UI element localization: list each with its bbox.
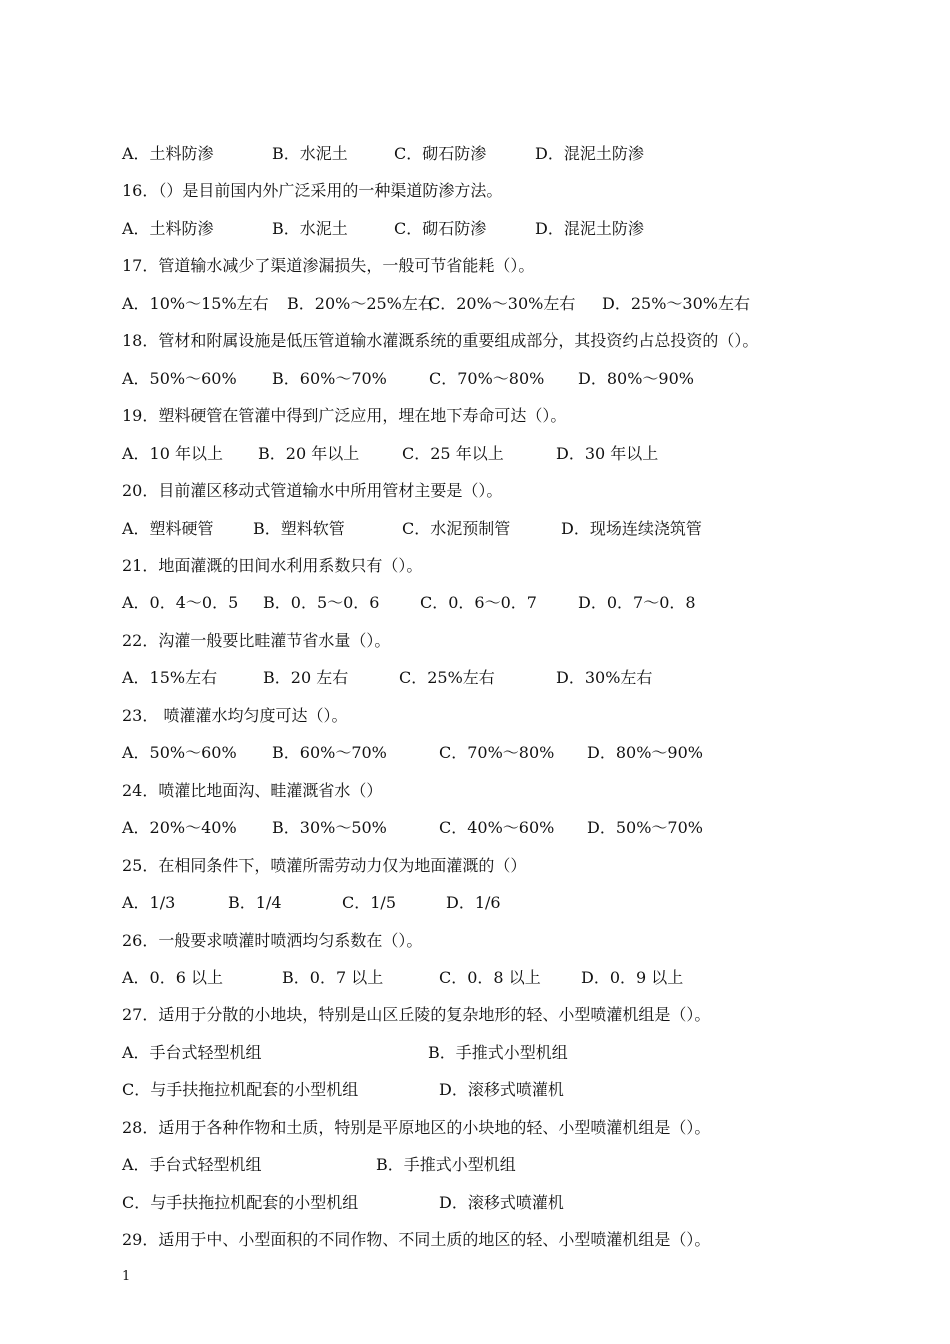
option-text: B．水泥土: [272, 144, 348, 163]
question-line: [122, 927, 922, 955]
option-text: D．80%～90%: [578, 368, 694, 388]
question-line: [122, 1226, 922, 1254]
options-line: [122, 739, 922, 767]
question-text: 19．塑料硬管在管灌中得到广泛应用，埋在地下寿命可达（）。: [122, 406, 567, 426]
option-text: D．30 年以上: [556, 443, 659, 463]
option-text: A．手台式轻型机组: [122, 1042, 262, 1062]
options-line: [122, 589, 922, 617]
question-text: 18．管材和附属设施是低压管道输水灌溉系统的重要组成部分，其投资约占总投资的（）。: [122, 331, 759, 351]
question-line: [122, 777, 922, 805]
options-line: [122, 1151, 922, 1179]
option-text: D．滚移式喷灌机: [439, 1080, 564, 1100]
option-text: B．手推式小型机组: [428, 1042, 568, 1062]
page-number: 1: [122, 1269, 131, 1284]
options-line: [122, 290, 922, 318]
options-line: [122, 440, 922, 468]
option-text: B．1/4: [228, 893, 282, 912]
option-text: B．0．7 以上: [282, 967, 384, 987]
option-text: A．0．6 以上: [122, 967, 224, 987]
option-text: C．40%～60%: [439, 818, 555, 838]
option-text: A．1/3: [122, 893, 176, 912]
option-text: A．手台式轻型机组: [122, 1155, 262, 1175]
question-text: 21．地面灌溉的田间水利用系数只有（）。: [122, 556, 423, 575]
option-text: C．20%～30%左右: [428, 293, 576, 313]
option-text: D．滚移式喷灌机: [439, 1192, 564, 1212]
question-line: [122, 402, 922, 430]
option-text: B．塑料软管: [253, 518, 345, 538]
option-text: D．50%～70%: [587, 818, 703, 838]
option-text: C．与手扶拖拉机配套的小型机组: [122, 1080, 359, 1100]
option-text: C．1/5: [342, 893, 396, 912]
options-line: [122, 664, 922, 692]
option-text: A．0．4～0．5: [122, 593, 239, 613]
option-text: B．20 左右: [263, 668, 349, 688]
option-text: D．0．9 以上: [581, 967, 684, 987]
option-text: B．水泥土: [272, 218, 348, 238]
option-text: D．混泥土防渗: [535, 218, 644, 238]
option-text: A．塑料硬管: [122, 518, 214, 538]
option-text: B．0．5～0．6: [263, 593, 380, 613]
option-text: A．20%～40%: [122, 818, 237, 838]
option-text: C．0．6～0．7: [420, 593, 537, 613]
question-text: 27．适用于分散的小地块，特别是山区丘陵的复杂地形的轻、小型喷灌机组是（）。: [122, 1005, 711, 1025]
options-line: [122, 964, 922, 992]
question-line: [122, 1001, 922, 1029]
option-text: D．25%～30%左右: [602, 293, 750, 313]
question-text: 20．目前灌区移动式管道输水中所用管材主要是（）。: [122, 481, 503, 501]
options-line: [122, 140, 922, 168]
option-text: B．60%～70%: [272, 368, 387, 388]
option-text: C．25%左右: [399, 668, 495, 688]
question-line: [122, 552, 922, 580]
question-line: [122, 177, 922, 205]
options-line: [122, 1189, 922, 1217]
option-text: D．80%～90%: [587, 743, 703, 763]
option-text: A．50%～60%: [122, 743, 237, 763]
question-text: 28．适用于各种作物和土质，特别是平原地区的小块地的轻、小型喷灌机组是（）。: [122, 1117, 711, 1137]
question-line: [122, 702, 922, 730]
option-text: D．混泥土防渗: [535, 144, 644, 163]
options-line: [122, 1039, 922, 1067]
question-text: 23． 喷灌灌水均匀度可达（）。: [122, 705, 348, 725]
option-text: B．20 年以上: [258, 443, 360, 463]
option-text: A．土料防渗: [122, 144, 214, 163]
option-text: B．60%～70%: [272, 743, 387, 763]
option-text: C．70%～80%: [439, 743, 555, 763]
question-text: 25．在相同条件下，喷灌所需劳动力仅为地面灌溉的（）: [122, 855, 527, 875]
option-text: A．50%～60%: [122, 368, 237, 388]
options-line: [122, 365, 922, 393]
question-line: [122, 852, 922, 880]
question-text: 24．喷灌比地面沟、畦灌溉省水（）: [122, 780, 383, 800]
option-text: B．手推式小型机组: [376, 1155, 516, 1175]
question-text: 16．（）是目前国内外广泛采用的一种渠道防渗方法。: [122, 181, 503, 201]
question-line: [122, 327, 922, 355]
option-text: D．现场连续浇筑管: [561, 518, 702, 538]
option-text: C．水泥预制管: [402, 518, 511, 538]
option-text: A．土料防渗: [122, 218, 214, 238]
question-text: 29．适用于中、小型面积的不同作物、不同土质的地区的轻、小型喷灌机组是（）。: [122, 1230, 711, 1250]
option-text: D．0．7～0．8: [578, 593, 696, 613]
option-text: C．70%～80%: [429, 368, 545, 388]
option-text: B．20%～25%左右: [287, 293, 434, 313]
option-text: A．10 年以上: [122, 443, 224, 463]
option-text: D．30%左右: [556, 668, 653, 688]
option-text: C．砌石防渗: [394, 144, 487, 163]
options-line: [122, 889, 922, 917]
question-line: [122, 627, 922, 655]
option-text: D．1/6: [446, 893, 501, 912]
option-text: C．0．8 以上: [439, 967, 541, 987]
question-text: 17．管道输水减少了渠道渗漏损失，一般可节省能耗（）。: [122, 256, 535, 276]
option-text: C．砌石防渗: [394, 218, 487, 238]
option-text: C．25 年以上: [402, 443, 504, 463]
option-text: C．与手扶拖拉机配套的小型机组: [122, 1192, 359, 1212]
option-text: B．30%～50%: [272, 818, 387, 838]
options-line: [122, 515, 922, 543]
option-text: A．10%～15%左右: [122, 293, 269, 313]
question-text: 22．沟灌一般要比畦灌节省水量（）。: [122, 630, 391, 650]
options-line: [122, 1076, 922, 1104]
question-line: [122, 1114, 922, 1142]
question-line: [122, 252, 922, 280]
question-text: 26．一般要求喷灌时喷洒均匀系数在（）。: [122, 930, 423, 950]
question-line: [122, 477, 922, 505]
option-text: A．15%左右: [122, 668, 218, 688]
options-line: [122, 814, 922, 842]
options-line: [122, 215, 922, 243]
